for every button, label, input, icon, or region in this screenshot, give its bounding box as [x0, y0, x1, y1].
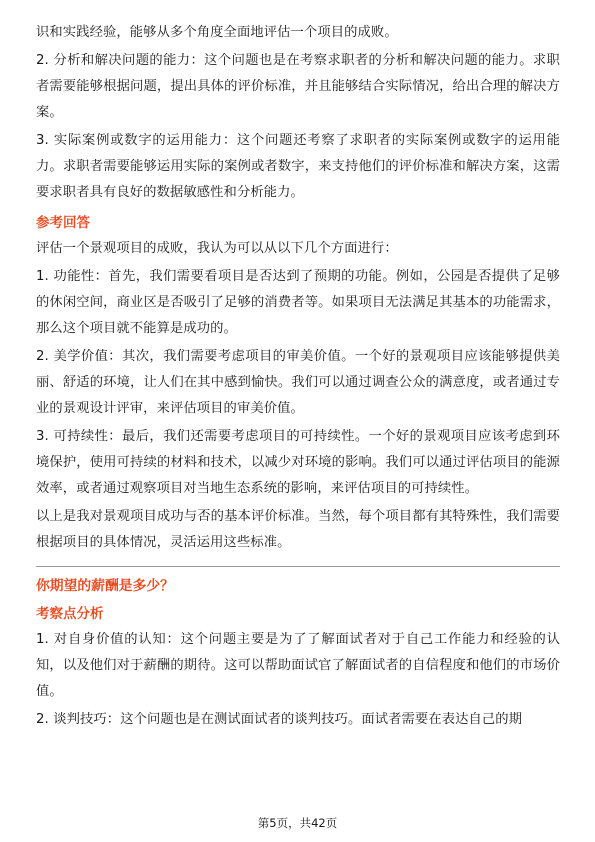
- answer-sustainability: 3. 可持续性：最后，我们还需要考虑项目的可持续性。一个好的景观项目应该考虑到环境保护，使用可持续的材料和技术，以减少对环境的影响。我们可以通过评估项目的能源效率，或者通过观察项目对当地生态系统的影响，来评估项目的可持续性。: [36, 429, 560, 496]
- answer-aesthetics: 2. 美学价值：其次，我们需要考虑项目的审美价值。一个好的景观项目应该能够提供美丽、舒适的环境，让人们在其中感到愉快。我们可以通过调查公众的满意度，或者通过专业的景观设计评审，来评估项目的审美价值。: [36, 349, 560, 416]
- answer-conclusion: 以上是我对景观项目成功与否的基本评价标准。当然，每个项目都有其特殊性，我们需要根据项目的具体情况，灵活运用这些标准。: [36, 509, 560, 550]
- section-divider: [36, 566, 560, 567]
- paragraph-intro-continued: 识和实践经验，能够从多个角度全面地评估一个项目的成败。: [36, 25, 398, 40]
- answer-functionality: 1. 功能性：首先，我们需要看项目是否达到了预期的功能。例如，公园是否提供了足够的休闲空间，商业区是否吸引了足够的消费者等。如果项目无法满足其基本的功能需求，那么这个项目就不能算是成功的。: [36, 269, 560, 336]
- document-page: [36, 20, 560, 735]
- analysis-negotiation: 2. 谈判技巧：这个问题也是在测试面试者的谈判技巧。面试者需要在表达自己的期: [36, 712, 523, 727]
- answer-intro: 评估一个景观项目的成败，我认为可以从以下几个方面进行：: [36, 241, 398, 256]
- paragraph-point-analysis: 2. 分析和解决问题的能力：这个问题也是在考察求职者的分析和解决问题的能力。求职者需要能够根据问题，提出具体的评价标准，并且能够结合实际情况，给出合理的解决方案。: [36, 53, 560, 120]
- page-number: 第5页，共42页: [257, 816, 338, 830]
- reference-answer-label: 参考回答: [36, 215, 90, 231]
- analysis-label: 考察点分析: [36, 606, 104, 622]
- analysis-self-value: 1. 对自身价值的认知：这个问题主要是为了了解面试者对于自己工作能力和经验的认知，以及他们对于薪酬的期待。这可以帮助面试官了解面试者的自信程度和他们的市场价值。: [36, 632, 560, 699]
- question-title: 你期望的薪酬是多少？: [36, 578, 174, 594]
- paragraph-point-data-usage: 3. 实际案例或数字的运用能力：这个问题还考察了求职者的实际案例或数字的运用能力。求职者需要能够运用实际的案例或者数字，来支持他们的评价标准和解决方案，这需要求职者具有良好的数据敏感性和分析能力。: [36, 133, 560, 200]
